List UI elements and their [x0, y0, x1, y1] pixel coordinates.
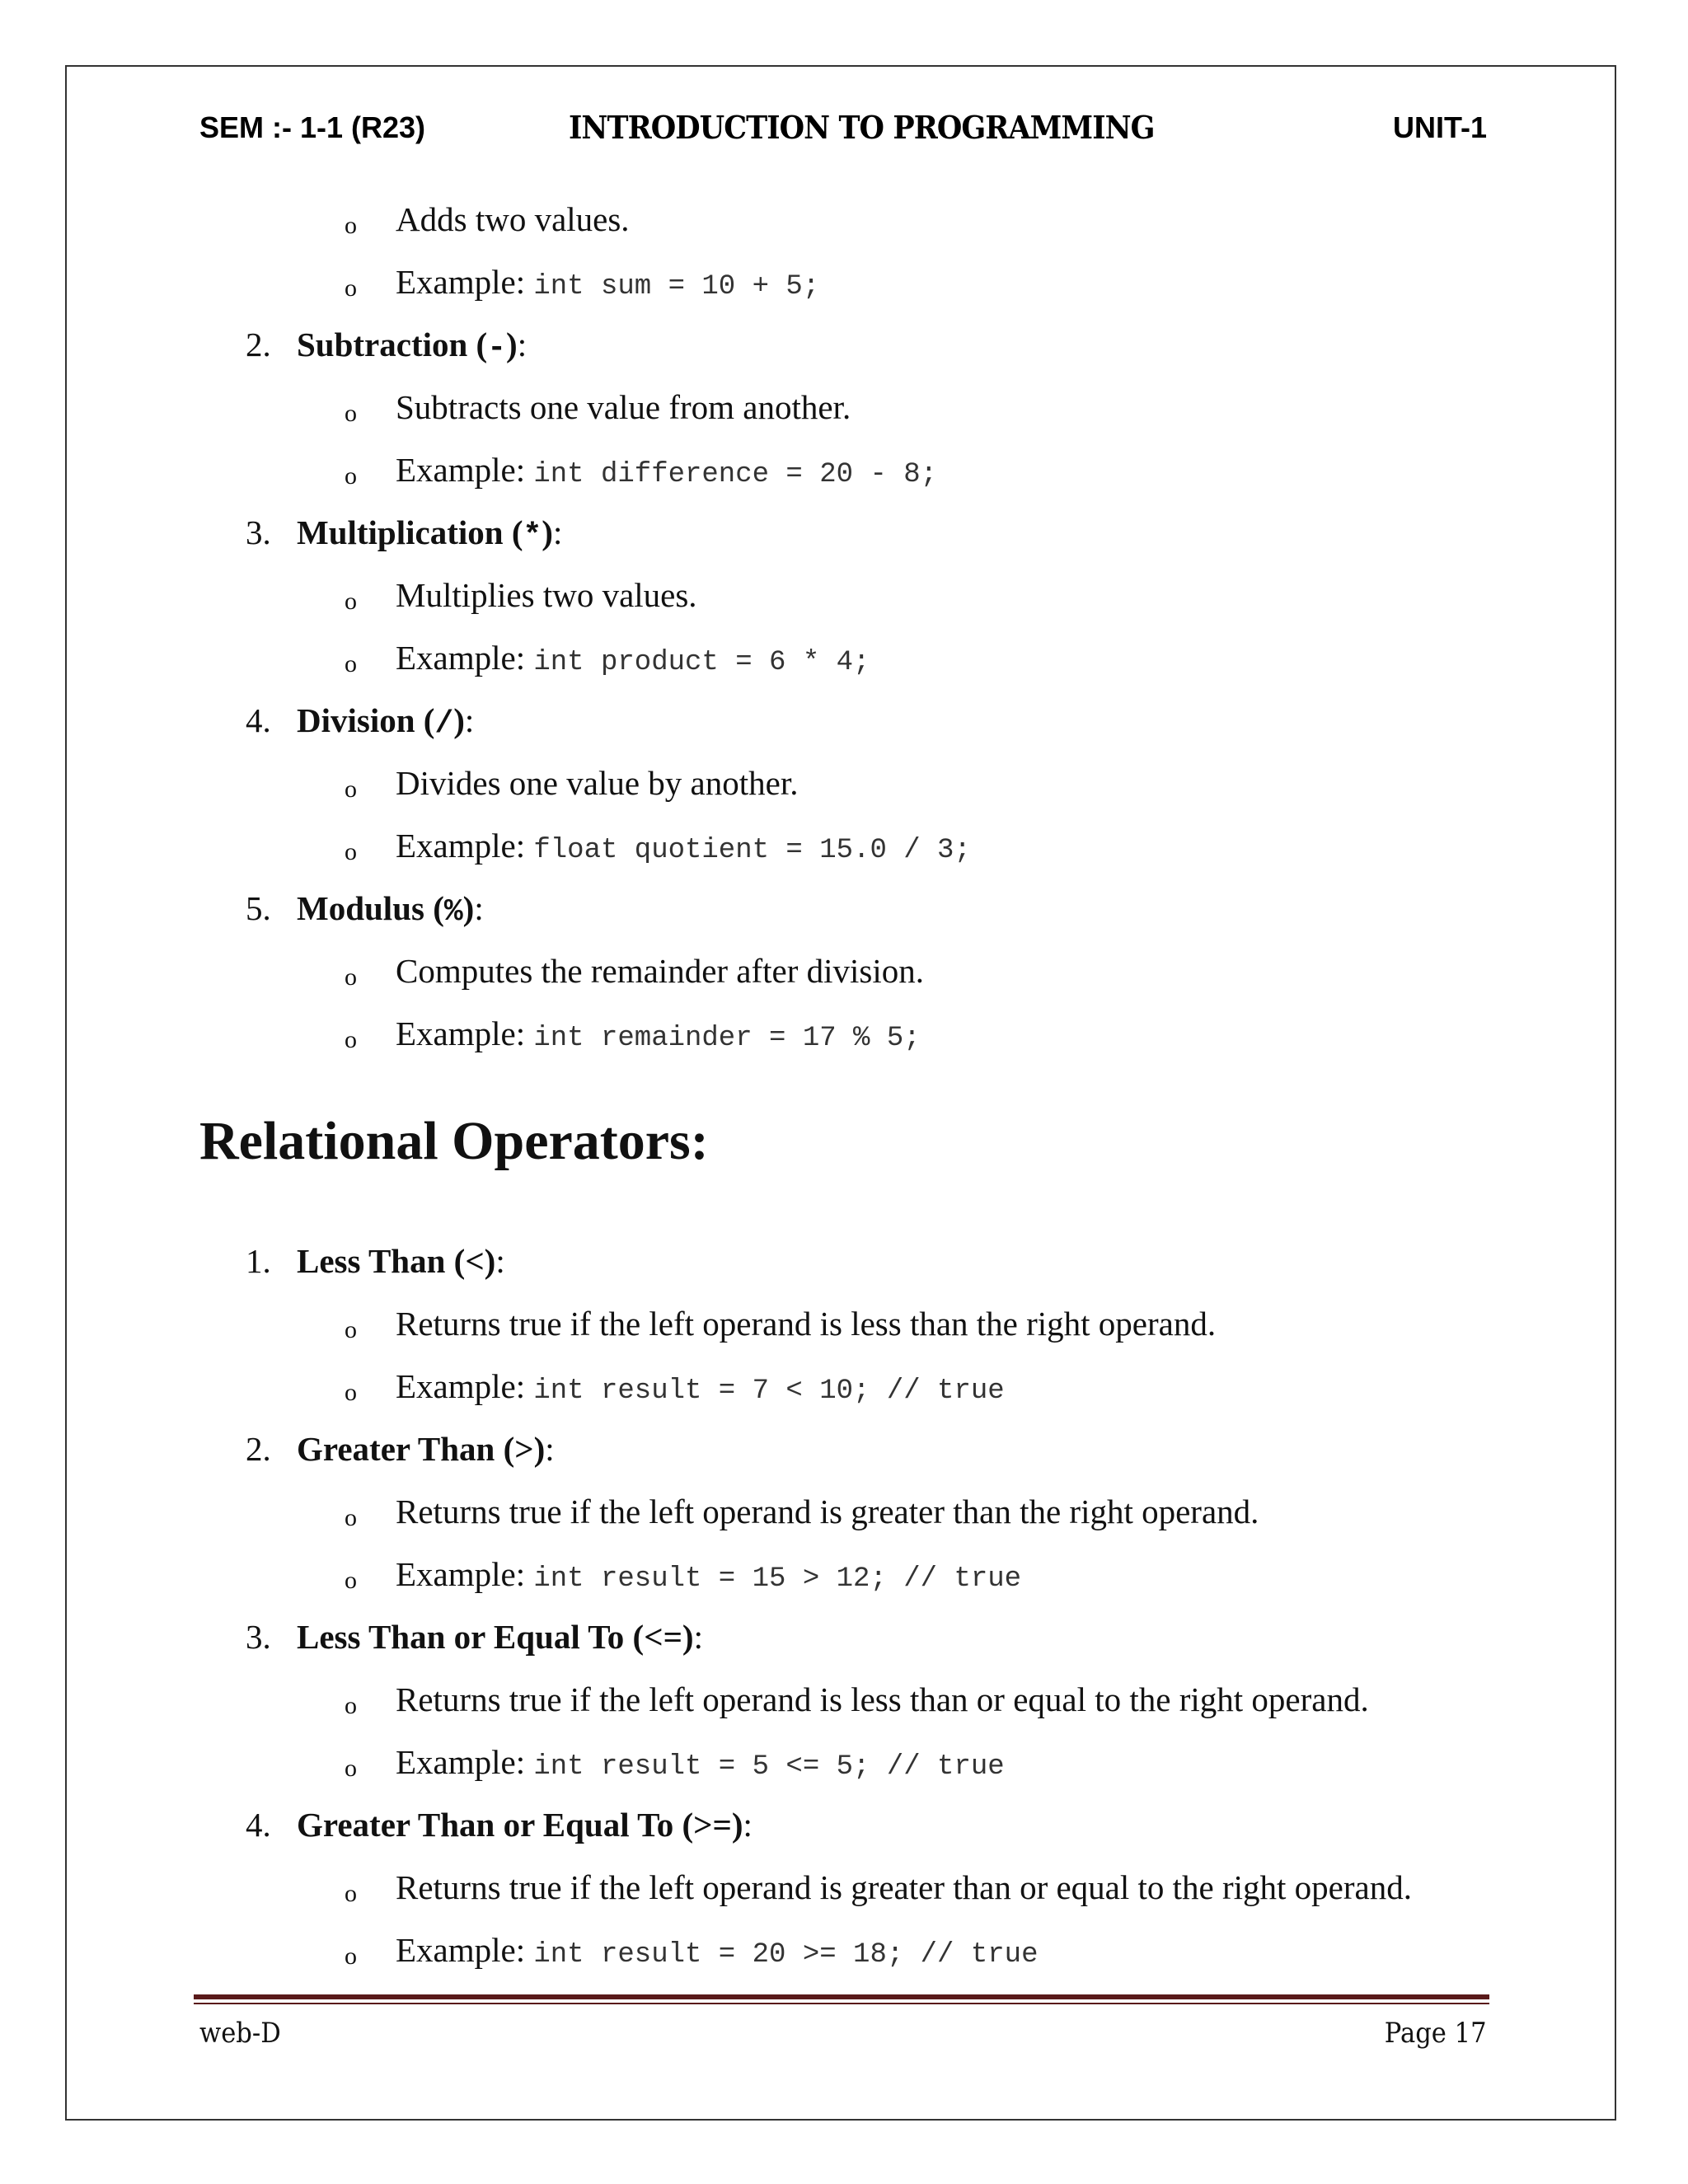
list-item-heading: 1. Less Than (<): [246, 1238, 505, 1284]
bullet-icon: o [345, 274, 357, 302]
item-title: Less Than or Equal To (<=) [297, 1618, 694, 1656]
item-title: Multiplication (*) [297, 513, 553, 554]
item-title: Greater Than or Equal To (>=) [297, 1806, 743, 1844]
bullet-icon: o [345, 963, 357, 991]
bullet-icon: o [345, 1943, 357, 1970]
bullet-text: Example: int result = 15 > 12; // true [396, 1555, 1022, 1595]
bullet-icon: o [345, 1316, 357, 1343]
page-number: Page 17 [1385, 2017, 1487, 2050]
item-title: Less Than (<) [297, 1242, 496, 1280]
bullet-text: Example: int result = 5 <= 5; // true [396, 1743, 1005, 1783]
bullet-icon: o [345, 776, 357, 803]
bullet-icon: o [345, 400, 357, 427]
bullet-icon: o [345, 1880, 357, 1907]
code-snippet: int result = 15 > 12; // true [533, 1563, 1022, 1595]
bullet-text: Adds two values. [396, 200, 630, 238]
item-number: 4. [246, 1806, 271, 1844]
bullet-icon: o [345, 588, 357, 615]
bullet-text: Example: int product = 6 * 4; [396, 639, 870, 678]
bullet-text: Returns true if the left operand is greater than or equal to the right operand. [396, 1868, 1412, 1906]
item-title: Greater Than (>) [297, 1430, 546, 1468]
bullet-text: Example: int result = 7 < 10; // true [396, 1367, 1005, 1407]
footer-divider [194, 1994, 1489, 1999]
code-snippet: int remainder = 17 % 5; [533, 1023, 921, 1054]
item-number: 3. [246, 513, 271, 551]
code-snippet: float quotient = 15.0 / 3; [533, 835, 971, 866]
list-item-heading: 5. Modulus (%): [246, 885, 484, 935]
bullet-text: Divides one value by another. [396, 764, 799, 802]
section-heading: Relational Operators: [199, 1111, 709, 1171]
code-snippet: int product = 6 * 4; [533, 647, 870, 678]
header-unit: UNIT-1 [1392, 110, 1487, 144]
bullet-icon: o [345, 1026, 357, 1053]
bullet-text: Returns true if the left operand is less than or equal to the right operand. [396, 1680, 1369, 1718]
footer-divider-thin [194, 2003, 1489, 2004]
bullet-text: Example: int result = 20 >= 18; // true [396, 1931, 1039, 1971]
item-title: Modulus (%) [297, 889, 475, 930]
item-number: 1. [246, 1242, 271, 1280]
bullet-icon: o [345, 650, 357, 677]
bullet-icon: o [345, 838, 357, 865]
code-snippet: int sum = 10 + 5; [533, 271, 820, 302]
item-number: 2. [246, 326, 271, 363]
bullet-text: Multiplies two values. [396, 576, 697, 614]
code-snippet: int result = 7 < 10; // true [533, 1376, 1005, 1407]
footer-left: web-D [199, 2017, 281, 2050]
list-item-heading: 3. Less Than or Equal To (<=): [246, 1614, 703, 1660]
item-title: Subtraction (-) [297, 326, 518, 366]
list-item-heading: 4. Greater Than or Equal To (>=): [246, 1802, 753, 1848]
bullet-icon: o [345, 1504, 357, 1531]
bullet-icon: o [345, 1379, 357, 1406]
code-snippet: int result = 20 >= 18; // true [533, 1939, 1039, 1971]
header-title: INTRODUCTION TO PROGRAMMING [569, 109, 1155, 146]
bullet-text: Example: int sum = 10 + 5; [396, 263, 820, 302]
bullet-text: Example: int difference = 20 - 8; [396, 451, 938, 490]
code-snippet: int result = 5 <= 5; // true [533, 1751, 1005, 1783]
bullet-text: Returns true if the left operand is less than the right operand. [396, 1305, 1217, 1343]
list-item-heading: 3. Multiplication (*): [246, 509, 562, 560]
item-title: Division (/) [297, 701, 465, 742]
item-number: 5. [246, 889, 271, 927]
bullet-icon: o [345, 212, 357, 239]
bullet-text: Example: float quotient = 15.0 / 3; [396, 827, 971, 866]
bullet-text: Returns true if the left operand is greater than the right operand. [396, 1493, 1259, 1530]
header-semester: SEM :- 1-1 (R23) [199, 110, 426, 144]
bullet-text: Example: int remainder = 17 % 5; [396, 1015, 921, 1054]
bullet-icon: o [345, 1567, 357, 1594]
list-item-heading: 2. Greater Than (>): [246, 1426, 555, 1472]
bullet-text: Computes the remainder after division. [396, 952, 925, 990]
bullet-text: Subtracts one value from another. [396, 388, 851, 426]
bullet-icon: o [345, 462, 357, 490]
bullet-icon: o [345, 1692, 357, 1719]
list-item-heading: 4. Division (/): [246, 697, 474, 748]
code-snippet: int difference = 20 - 8; [533, 459, 938, 490]
item-number: 3. [246, 1618, 271, 1656]
list-item-heading: 2. Subtraction (-): [246, 321, 527, 372]
bullet-icon: o [345, 1755, 357, 1782]
item-number: 4. [246, 701, 271, 739]
item-number: 2. [246, 1430, 271, 1468]
